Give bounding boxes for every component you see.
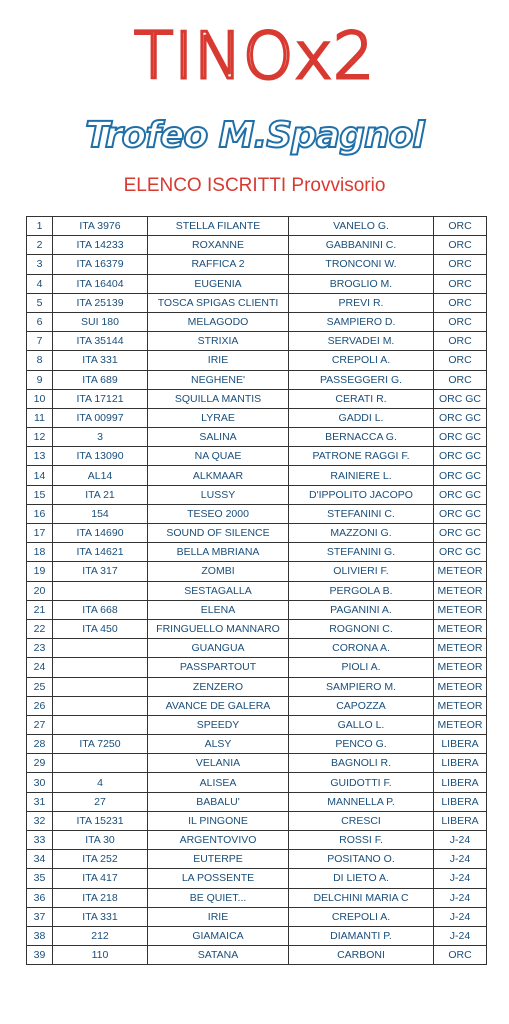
class-cell: LIBERA bbox=[434, 754, 487, 773]
skipper-name-cell: PENCO G. bbox=[289, 735, 434, 754]
sail-number-cell: ITA 17121 bbox=[53, 389, 148, 408]
entry-number-cell: 31 bbox=[27, 792, 53, 811]
entry-number-cell: 22 bbox=[27, 619, 53, 638]
skipper-name-cell: ROGNONI C. bbox=[289, 619, 434, 638]
skipper-name-cell: GADDI L. bbox=[289, 408, 434, 427]
sail-number-cell: ITA 218 bbox=[53, 888, 148, 907]
class-cell: METEOR bbox=[434, 600, 487, 619]
page-subtitle: ELENCO ISCRITTI Provvisorio bbox=[123, 175, 386, 196]
class-cell: ORC bbox=[434, 293, 487, 312]
entry-number-cell: 26 bbox=[27, 696, 53, 715]
entry-number-cell: 17 bbox=[27, 524, 53, 543]
skipper-name-cell: GALLO L. bbox=[289, 715, 434, 734]
boat-name-cell: RAFFICA 2 bbox=[148, 255, 289, 274]
table-row bbox=[27, 773, 487, 792]
entry-number-cell: 29 bbox=[27, 754, 53, 773]
boat-name-cell: BE QUIET... bbox=[148, 888, 289, 907]
sail-number-cell: 110 bbox=[53, 946, 148, 965]
skipper-name-cell: VANELO G. bbox=[289, 217, 434, 236]
table-row bbox=[27, 754, 487, 773]
skipper-name-cell: GUIDOTTI F. bbox=[289, 773, 434, 792]
class-cell: ORC bbox=[434, 351, 487, 370]
skipper-name-cell: BROGLIO M. bbox=[289, 274, 434, 293]
entries-table-body bbox=[27, 217, 487, 965]
class-cell: ORC bbox=[434, 370, 487, 389]
table-row bbox=[27, 332, 487, 351]
class-cell: LIBERA bbox=[434, 792, 487, 811]
class-cell: ORC bbox=[434, 255, 487, 274]
entry-number-cell: 2 bbox=[27, 236, 53, 255]
boat-name-cell: ZENZERO bbox=[148, 677, 289, 696]
boat-name-cell: IRIE bbox=[148, 907, 289, 926]
table-row bbox=[27, 831, 487, 850]
logo-title: TINOx2 bbox=[134, 20, 375, 94]
entry-number-cell: 8 bbox=[27, 351, 53, 370]
class-cell: LIBERA bbox=[434, 735, 487, 754]
skipper-name-cell: DIAMANTI P. bbox=[289, 926, 434, 945]
entry-number-cell: 32 bbox=[27, 811, 53, 830]
class-cell: ORC bbox=[434, 312, 487, 331]
boat-name-cell: BELLA MBRIANA bbox=[148, 543, 289, 562]
boat-name-cell: AVANCE DE GALERA bbox=[148, 696, 289, 715]
table-row bbox=[27, 428, 487, 447]
class-cell: METEOR bbox=[434, 715, 487, 734]
sail-number-cell: ITA 16404 bbox=[53, 274, 148, 293]
boat-name-cell: MELAGODO bbox=[148, 312, 289, 331]
boat-name-cell: EUTERPE bbox=[148, 850, 289, 869]
class-cell: ORC GC bbox=[434, 389, 487, 408]
skipper-name-cell: SERVADEI M. bbox=[289, 332, 434, 351]
skipper-name-cell: ROSSI F. bbox=[289, 831, 434, 850]
skipper-name-cell: CREPOLI A. bbox=[289, 351, 434, 370]
table-row bbox=[27, 504, 487, 523]
skipper-name-cell: PATRONE RAGGI F. bbox=[289, 447, 434, 466]
class-cell: J-24 bbox=[434, 888, 487, 907]
boat-name-cell: ALKMAAR bbox=[148, 466, 289, 485]
class-cell: METEOR bbox=[434, 581, 487, 600]
boat-name-cell: GIAMAICA bbox=[148, 926, 289, 945]
boat-name-cell: SALINA bbox=[148, 428, 289, 447]
boat-name-cell: FRINGUELLO MANNARO bbox=[148, 619, 289, 638]
class-cell: LIBERA bbox=[434, 811, 487, 830]
class-cell: J-24 bbox=[434, 926, 487, 945]
sail-number-cell: ITA 317 bbox=[53, 562, 148, 581]
sail-number-cell: ITA 450 bbox=[53, 619, 148, 638]
boat-name-cell: SQUILLA MANTIS bbox=[148, 389, 289, 408]
class-cell: ORC bbox=[434, 274, 487, 293]
boat-name-cell: SOUND OF SILENCE bbox=[148, 524, 289, 543]
sail-number-cell: ITA 14690 bbox=[53, 524, 148, 543]
table-row bbox=[27, 408, 487, 427]
entry-number-cell: 39 bbox=[27, 946, 53, 965]
entry-number-cell: 20 bbox=[27, 581, 53, 600]
boat-name-cell: PASSPARTOUT bbox=[148, 658, 289, 677]
boat-name-cell: LUSSY bbox=[148, 485, 289, 504]
sail-number-cell: SUI 180 bbox=[53, 312, 148, 331]
skipper-name-cell: STEFANINI G. bbox=[289, 543, 434, 562]
table-row bbox=[27, 619, 487, 638]
skipper-name-cell: CORONA A. bbox=[289, 639, 434, 658]
class-cell: J-24 bbox=[434, 907, 487, 926]
table-row bbox=[27, 217, 487, 236]
boat-name-cell: ELENA bbox=[148, 600, 289, 619]
skipper-name-cell: RAINIERE L. bbox=[289, 466, 434, 485]
table-row bbox=[27, 293, 487, 312]
boat-name-cell: ROXANNE bbox=[148, 236, 289, 255]
class-cell: ORC bbox=[434, 217, 487, 236]
sail-number-cell: ITA 25139 bbox=[53, 293, 148, 312]
entry-number-cell: 18 bbox=[27, 543, 53, 562]
sail-number-cell: 3 bbox=[53, 428, 148, 447]
sail-number-cell: ITA 30 bbox=[53, 831, 148, 850]
entry-number-cell: 33 bbox=[27, 831, 53, 850]
entry-number-cell: 19 bbox=[27, 562, 53, 581]
sail-number-cell bbox=[53, 715, 148, 734]
table-row bbox=[27, 466, 487, 485]
logo-subtitle: Trofeo M.Spagnol bbox=[85, 115, 424, 156]
sail-number-cell bbox=[53, 754, 148, 773]
table-row bbox=[27, 639, 487, 658]
class-cell: ORC GC bbox=[434, 485, 487, 504]
entry-number-cell: 5 bbox=[27, 293, 53, 312]
sail-number-cell: ITA 15231 bbox=[53, 811, 148, 830]
class-cell: ORC GC bbox=[434, 428, 487, 447]
entry-number-cell: 1 bbox=[27, 217, 53, 236]
boat-name-cell: IL PINGONE bbox=[148, 811, 289, 830]
skipper-name-cell: MANNELLA P. bbox=[289, 792, 434, 811]
entry-number-cell: 34 bbox=[27, 850, 53, 869]
table-row bbox=[27, 869, 487, 888]
class-cell: ORC bbox=[434, 946, 487, 965]
class-cell: ORC GC bbox=[434, 447, 487, 466]
skipper-name-cell: PAGANINI A. bbox=[289, 600, 434, 619]
class-cell: ORC GC bbox=[434, 504, 487, 523]
skipper-name-cell: OLIVIERI F. bbox=[289, 562, 434, 581]
entry-number-cell: 10 bbox=[27, 389, 53, 408]
entry-number-cell: 4 bbox=[27, 274, 53, 293]
boat-name-cell: ARGENTOVIVO bbox=[148, 831, 289, 850]
boat-name-cell: LA POSSENTE bbox=[148, 869, 289, 888]
boat-name-cell: LYRAE bbox=[148, 408, 289, 427]
skipper-name-cell: PIOLI A. bbox=[289, 658, 434, 677]
skipper-name-cell: CAPOZZA bbox=[289, 696, 434, 715]
class-cell: METEOR bbox=[434, 619, 487, 638]
skipper-name-cell: BAGNOLI R. bbox=[289, 754, 434, 773]
table-row bbox=[27, 370, 487, 389]
entry-number-cell: 28 bbox=[27, 735, 53, 754]
boat-name-cell: SESTAGALLA bbox=[148, 581, 289, 600]
class-cell: J-24 bbox=[434, 850, 487, 869]
skipper-name-cell: SAMPIERO M. bbox=[289, 677, 434, 696]
sail-number-cell: ITA 14233 bbox=[53, 236, 148, 255]
table-row bbox=[27, 236, 487, 255]
entry-number-cell: 21 bbox=[27, 600, 53, 619]
table-row bbox=[27, 485, 487, 504]
sail-number-cell: ITA 35144 bbox=[53, 332, 148, 351]
sail-number-cell: 154 bbox=[53, 504, 148, 523]
skipper-name-cell: CREPOLI A. bbox=[289, 907, 434, 926]
table-row bbox=[27, 600, 487, 619]
boat-name-cell: NA QUAE bbox=[148, 447, 289, 466]
entry-number-cell: 14 bbox=[27, 466, 53, 485]
entry-number-cell: 15 bbox=[27, 485, 53, 504]
boat-name-cell: BABALU' bbox=[148, 792, 289, 811]
class-cell: ORC GC bbox=[434, 466, 487, 485]
sail-number-cell: ITA 7250 bbox=[53, 735, 148, 754]
table-row bbox=[27, 926, 487, 945]
class-cell: LIBERA bbox=[434, 773, 487, 792]
table-row bbox=[27, 255, 487, 274]
class-cell: J-24 bbox=[434, 869, 487, 888]
table-row bbox=[27, 389, 487, 408]
table-row bbox=[27, 312, 487, 331]
boat-name-cell: ZOMBI bbox=[148, 562, 289, 581]
boat-name-cell: EUGENIA bbox=[148, 274, 289, 293]
sail-number-cell: ITA 21 bbox=[53, 485, 148, 504]
entry-number-cell: 37 bbox=[27, 907, 53, 926]
entry-number-cell: 38 bbox=[27, 926, 53, 945]
sail-number-cell: ITA 16379 bbox=[53, 255, 148, 274]
table-row bbox=[27, 677, 487, 696]
skipper-name-cell: SAMPIERO D. bbox=[289, 312, 434, 331]
boat-name-cell: ALISEA bbox=[148, 773, 289, 792]
entry-number-cell: 23 bbox=[27, 639, 53, 658]
table-row bbox=[27, 351, 487, 370]
skipper-name-cell: DELCHINI MARIA C bbox=[289, 888, 434, 907]
boat-name-cell: ALSY bbox=[148, 735, 289, 754]
entry-number-cell: 9 bbox=[27, 370, 53, 389]
table-row bbox=[27, 543, 487, 562]
sail-number-cell: ITA 00997 bbox=[53, 408, 148, 427]
skipper-name-cell: PREVI R. bbox=[289, 293, 434, 312]
table-row bbox=[27, 524, 487, 543]
boat-name-cell: GUANGUA bbox=[148, 639, 289, 658]
entry-number-cell: 11 bbox=[27, 408, 53, 427]
entry-number-cell: 27 bbox=[27, 715, 53, 734]
sail-number-cell: ITA 13090 bbox=[53, 447, 148, 466]
table-row bbox=[27, 850, 487, 869]
skipper-name-cell: MAZZONI G. bbox=[289, 524, 434, 543]
table-row bbox=[27, 907, 487, 926]
boat-name-cell: SPEEDY bbox=[148, 715, 289, 734]
sail-number-cell bbox=[53, 639, 148, 658]
table-row bbox=[27, 792, 487, 811]
entry-number-cell: 3 bbox=[27, 255, 53, 274]
skipper-name-cell: BERNACCA G. bbox=[289, 428, 434, 447]
class-cell: METEOR bbox=[434, 677, 487, 696]
boat-name-cell: STRIXIA bbox=[148, 332, 289, 351]
entry-number-cell: 16 bbox=[27, 504, 53, 523]
sail-number-cell: 4 bbox=[53, 773, 148, 792]
boat-name-cell: STELLA FILANTE bbox=[148, 217, 289, 236]
table-row bbox=[27, 696, 487, 715]
skipper-name-cell: PASSEGGERI G. bbox=[289, 370, 434, 389]
sail-number-cell: ITA 3976 bbox=[53, 217, 148, 236]
sail-number-cell bbox=[53, 581, 148, 600]
skipper-name-cell: TRONCONI W. bbox=[289, 255, 434, 274]
sail-number-cell: ITA 417 bbox=[53, 869, 148, 888]
class-cell: METEOR bbox=[434, 696, 487, 715]
table-row bbox=[27, 735, 487, 754]
sail-number-cell bbox=[53, 696, 148, 715]
sail-number-cell: ITA 689 bbox=[53, 370, 148, 389]
table-row bbox=[27, 715, 487, 734]
entries-table bbox=[26, 216, 487, 965]
sail-number-cell: 27 bbox=[53, 792, 148, 811]
boat-name-cell: NEGHENE' bbox=[148, 370, 289, 389]
entry-number-cell: 35 bbox=[27, 869, 53, 888]
entry-number-cell: 30 bbox=[27, 773, 53, 792]
class-cell: ORC bbox=[434, 332, 487, 351]
sail-number-cell: ITA 331 bbox=[53, 907, 148, 926]
table-row bbox=[27, 447, 487, 466]
class-cell: ORC GC bbox=[434, 543, 487, 562]
skipper-name-cell: CRESCI bbox=[289, 811, 434, 830]
sail-number-cell: ITA 331 bbox=[53, 351, 148, 370]
skipper-name-cell: D'IPPOLITO JACOPO bbox=[289, 485, 434, 504]
entry-number-cell: 13 bbox=[27, 447, 53, 466]
table-row bbox=[27, 658, 487, 677]
skipper-name-cell: POSITANO O. bbox=[289, 850, 434, 869]
class-cell: METEOR bbox=[434, 658, 487, 677]
entry-number-cell: 7 bbox=[27, 332, 53, 351]
skipper-name-cell: GABBANINI C. bbox=[289, 236, 434, 255]
table-row bbox=[27, 274, 487, 293]
sail-number-cell bbox=[53, 677, 148, 696]
class-cell: ORC bbox=[434, 236, 487, 255]
sail-number-cell: ITA 14621 bbox=[53, 543, 148, 562]
boat-name-cell: VELANIA bbox=[148, 754, 289, 773]
class-cell: METEOR bbox=[434, 562, 487, 581]
entry-number-cell: 6 bbox=[27, 312, 53, 331]
skipper-name-cell: CARBONI bbox=[289, 946, 434, 965]
sail-number-cell: ITA 252 bbox=[53, 850, 148, 869]
table-row bbox=[27, 811, 487, 830]
sail-number-cell: 212 bbox=[53, 926, 148, 945]
table-row bbox=[27, 581, 487, 600]
entry-number-cell: 25 bbox=[27, 677, 53, 696]
skipper-name-cell: STEFANINI C. bbox=[289, 504, 434, 523]
sail-number-cell: ITA 668 bbox=[53, 600, 148, 619]
skipper-name-cell: CERATI R. bbox=[289, 389, 434, 408]
sail-number-cell bbox=[53, 658, 148, 677]
class-cell: METEOR bbox=[434, 639, 487, 658]
table-row bbox=[27, 946, 487, 965]
class-cell: ORC GC bbox=[434, 408, 487, 427]
entry-number-cell: 24 bbox=[27, 658, 53, 677]
sail-number-cell: AL14 bbox=[53, 466, 148, 485]
skipper-name-cell: DI LIETO A. bbox=[289, 869, 434, 888]
class-cell: ORC GC bbox=[434, 524, 487, 543]
skipper-name-cell: PERGOLA B. bbox=[289, 581, 434, 600]
entry-number-cell: 36 bbox=[27, 888, 53, 907]
table-row bbox=[27, 888, 487, 907]
entry-number-cell: 12 bbox=[27, 428, 53, 447]
boat-name-cell: IRIE bbox=[148, 351, 289, 370]
boat-name-cell: TOSCA SPIGAS CLIENTI bbox=[148, 293, 289, 312]
table-row bbox=[27, 562, 487, 581]
boat-name-cell: TESEO 2000 bbox=[148, 504, 289, 523]
class-cell: J-24 bbox=[434, 831, 487, 850]
boat-name-cell: SATANA bbox=[148, 946, 289, 965]
